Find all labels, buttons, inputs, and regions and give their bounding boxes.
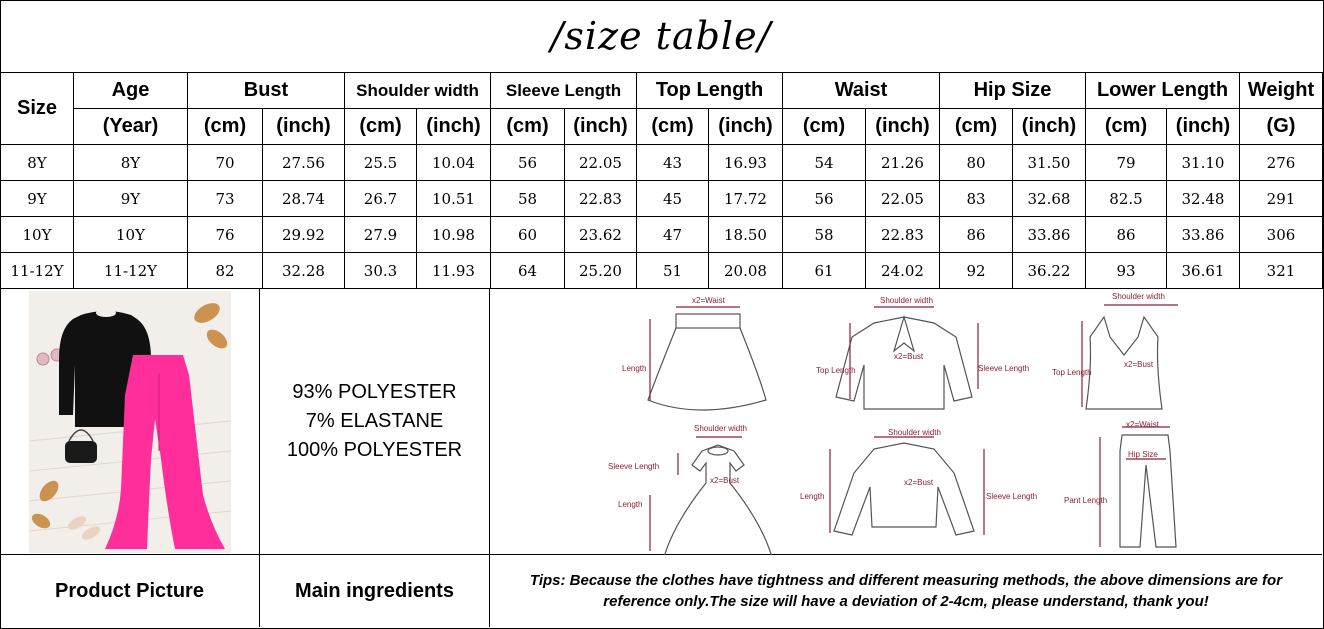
table-cell: 8Y: [1, 145, 74, 181]
product-photo: [0, 289, 260, 555]
table-cell: 25.20: [565, 253, 637, 289]
label-jacket-sleeve: Sleeve Length: [978, 364, 1030, 373]
unit-header: (cm): [345, 109, 417, 145]
unit-header: (inch): [866, 109, 940, 145]
table-cell: 25.5: [345, 145, 417, 181]
table-cell: 86: [940, 217, 1013, 253]
table-row: [1, 181, 1323, 217]
table-cell: 58: [783, 217, 866, 253]
label-jacket-bust: x2=Bust: [894, 352, 924, 361]
unit-header: (G): [1240, 109, 1323, 145]
table-cell: 10.04: [417, 145, 491, 181]
table-cell: 10.98: [417, 217, 491, 253]
table-cell: 56: [491, 145, 565, 181]
table-cell: 56: [783, 181, 866, 217]
table-cell: 11.93: [417, 253, 491, 289]
label-jacket-shoulder: Shoulder width: [880, 296, 933, 305]
label-cami-shoulder: Shoulder width: [1112, 292, 1165, 301]
unit-header: (cm): [783, 109, 866, 145]
table-cell: 321: [1240, 253, 1323, 289]
unit-header: (inch): [565, 109, 637, 145]
table-cell: 73: [188, 181, 263, 217]
table-cell: 31.10: [1167, 145, 1240, 181]
table-row: [1, 145, 1323, 181]
table-cell: 36.61: [1167, 253, 1240, 289]
label-cami-top: Top Length: [1052, 368, 1092, 377]
table-cell: 82.5: [1086, 181, 1167, 217]
label-pants-length: Pant Length: [1064, 496, 1108, 505]
table-cell: 33.86: [1013, 217, 1086, 253]
unit-header: (cm): [940, 109, 1013, 145]
table-cell: 16.93: [709, 145, 783, 181]
table-cell: 70: [188, 145, 263, 181]
bottom-section: [0, 289, 1322, 627]
label-dress-bust: x2=Bust: [710, 476, 740, 485]
col-waist: Waist: [783, 73, 940, 109]
table-cell: 33.86: [1167, 217, 1240, 253]
col-weight: Weight: [1240, 73, 1323, 109]
table-cell: 9Y: [1, 181, 74, 217]
label-pants-hip: Hip Size: [1128, 450, 1158, 459]
table-cell: 28.74: [263, 181, 345, 217]
col-bust: Bust: [188, 73, 345, 109]
table-cell: 10Y: [1, 217, 74, 253]
unit-header: (cm): [637, 109, 709, 145]
table-cell: 79: [1086, 145, 1167, 181]
table-cell: 11-12Y: [74, 253, 188, 289]
col-top-length: Top Length: [637, 73, 783, 109]
col-hip: Hip Size: [940, 73, 1086, 109]
unit-header: (inch): [263, 109, 345, 145]
unit-row: [1, 109, 1323, 145]
table-cell: 92: [940, 253, 1013, 289]
table-cell: 22.83: [866, 217, 940, 253]
table-cell: 83: [940, 181, 1013, 217]
label-dress-length: Length: [618, 500, 643, 509]
unit-header: (cm): [188, 109, 263, 145]
label-tee-length: Length: [800, 492, 825, 501]
table-cell: 45: [637, 181, 709, 217]
table-cell: 9Y: [74, 181, 188, 217]
page-title: /size table/: [0, 0, 1322, 73]
col-lower-length: Lower Length: [1086, 73, 1240, 109]
table-cell: 17.72: [709, 181, 783, 217]
table-cell: 61: [783, 253, 866, 289]
unit-header: (cm): [1086, 109, 1167, 145]
table-cell: 30.3: [345, 253, 417, 289]
table-cell: 51: [637, 253, 709, 289]
col-size: Size: [1, 73, 74, 145]
header-row: [1, 73, 1323, 109]
col-age: Age: [74, 73, 188, 109]
unit-header: (inch): [709, 109, 783, 145]
ingredient-line: 7% ELASTANE: [305, 410, 444, 432]
ingredient-line: 93% POLYESTER: [292, 381, 457, 403]
unit-header: (Year): [74, 109, 188, 145]
table-cell: 20.08: [709, 253, 783, 289]
col-sleeve: Sleeve Length: [491, 73, 637, 109]
table-cell: 23.62: [565, 217, 637, 253]
table-cell: 10Y: [74, 217, 188, 253]
table-cell: 27.56: [263, 145, 345, 181]
measurement-diagrams: [490, 289, 1322, 555]
table-cell: 276: [1240, 145, 1323, 181]
table-cell: 93: [1086, 253, 1167, 289]
table-cell: 47: [637, 217, 709, 253]
table-cell: 76: [188, 217, 263, 253]
ingredients-cell: [260, 289, 490, 555]
size-table: [0, 72, 1323, 289]
table-cell: 291: [1240, 181, 1323, 217]
table-cell: 43: [637, 145, 709, 181]
table-cell: 64: [491, 253, 565, 289]
label-jacket-top: Top Length: [816, 366, 856, 375]
table-row: [1, 253, 1323, 289]
table-cell: 58: [491, 181, 565, 217]
table-cell: 31.50: [1013, 145, 1086, 181]
product-picture-label: Product Picture: [0, 555, 260, 627]
table-cell: 32.68: [1013, 181, 1086, 217]
measurement-illustrations: [490, 289, 1322, 555]
label-dress-sleeve: Sleeve Length: [608, 462, 660, 471]
label-tee-bust: x2=Bust: [904, 478, 934, 487]
main-ingredients-label: Main ingredients: [260, 555, 490, 627]
table-cell: 86: [1086, 217, 1167, 253]
tips-text: Tips: Because the clothes have tightness and different measuring methods, the above dimensions are for reference only.The size will have a deviation of 2-4cm, please understand, thank you!: [529, 572, 1283, 610]
table-cell: 27.9: [345, 217, 417, 253]
table-cell: 60: [491, 217, 565, 253]
unit-header: (inch): [1013, 109, 1086, 145]
unit-header: (inch): [1167, 109, 1240, 145]
table-cell: 22.83: [565, 181, 637, 217]
table-cell: 22.05: [565, 145, 637, 181]
col-shoulder: Shoulder width: [345, 73, 491, 109]
table-cell: 22.05: [866, 181, 940, 217]
label-dress-shoulder: Shoulder width: [694, 424, 747, 433]
label-tee-sleeve: Sleeve Length: [986, 492, 1038, 501]
table-cell: 82: [188, 253, 263, 289]
table-cell: 11-12Y: [1, 253, 74, 289]
unit-header: (inch): [417, 109, 491, 145]
ingredient-line: 100% POLYESTER: [286, 439, 463, 461]
table-cell: 26.7: [345, 181, 417, 217]
table-cell: 8Y: [74, 145, 188, 181]
label-tee-shoulder: Shoulder width: [888, 428, 941, 437]
table-cell: 80: [940, 145, 1013, 181]
table-cell: 32.28: [263, 253, 345, 289]
table-row: [1, 217, 1323, 253]
table-cell: 10.51: [417, 181, 491, 217]
product-image: [29, 291, 231, 553]
table-cell: 36.22: [1013, 253, 1086, 289]
table-cell: 54: [783, 145, 866, 181]
table-cell: 306: [1240, 217, 1323, 253]
label-cami-bust: x2=Bust: [1124, 360, 1154, 369]
label-skirt-waist: x2=Waist: [692, 296, 725, 305]
table-cell: 18.50: [709, 217, 783, 253]
label-pants-waist: x2=Waist: [1126, 420, 1159, 429]
table-cell: 29.92: [263, 217, 345, 253]
table-cell: 24.02: [866, 253, 940, 289]
table-cell: 32.48: [1167, 181, 1240, 217]
table-cell: 21.26: [866, 145, 940, 181]
unit-header: (cm): [491, 109, 565, 145]
label-skirt-length: Length: [622, 364, 647, 373]
